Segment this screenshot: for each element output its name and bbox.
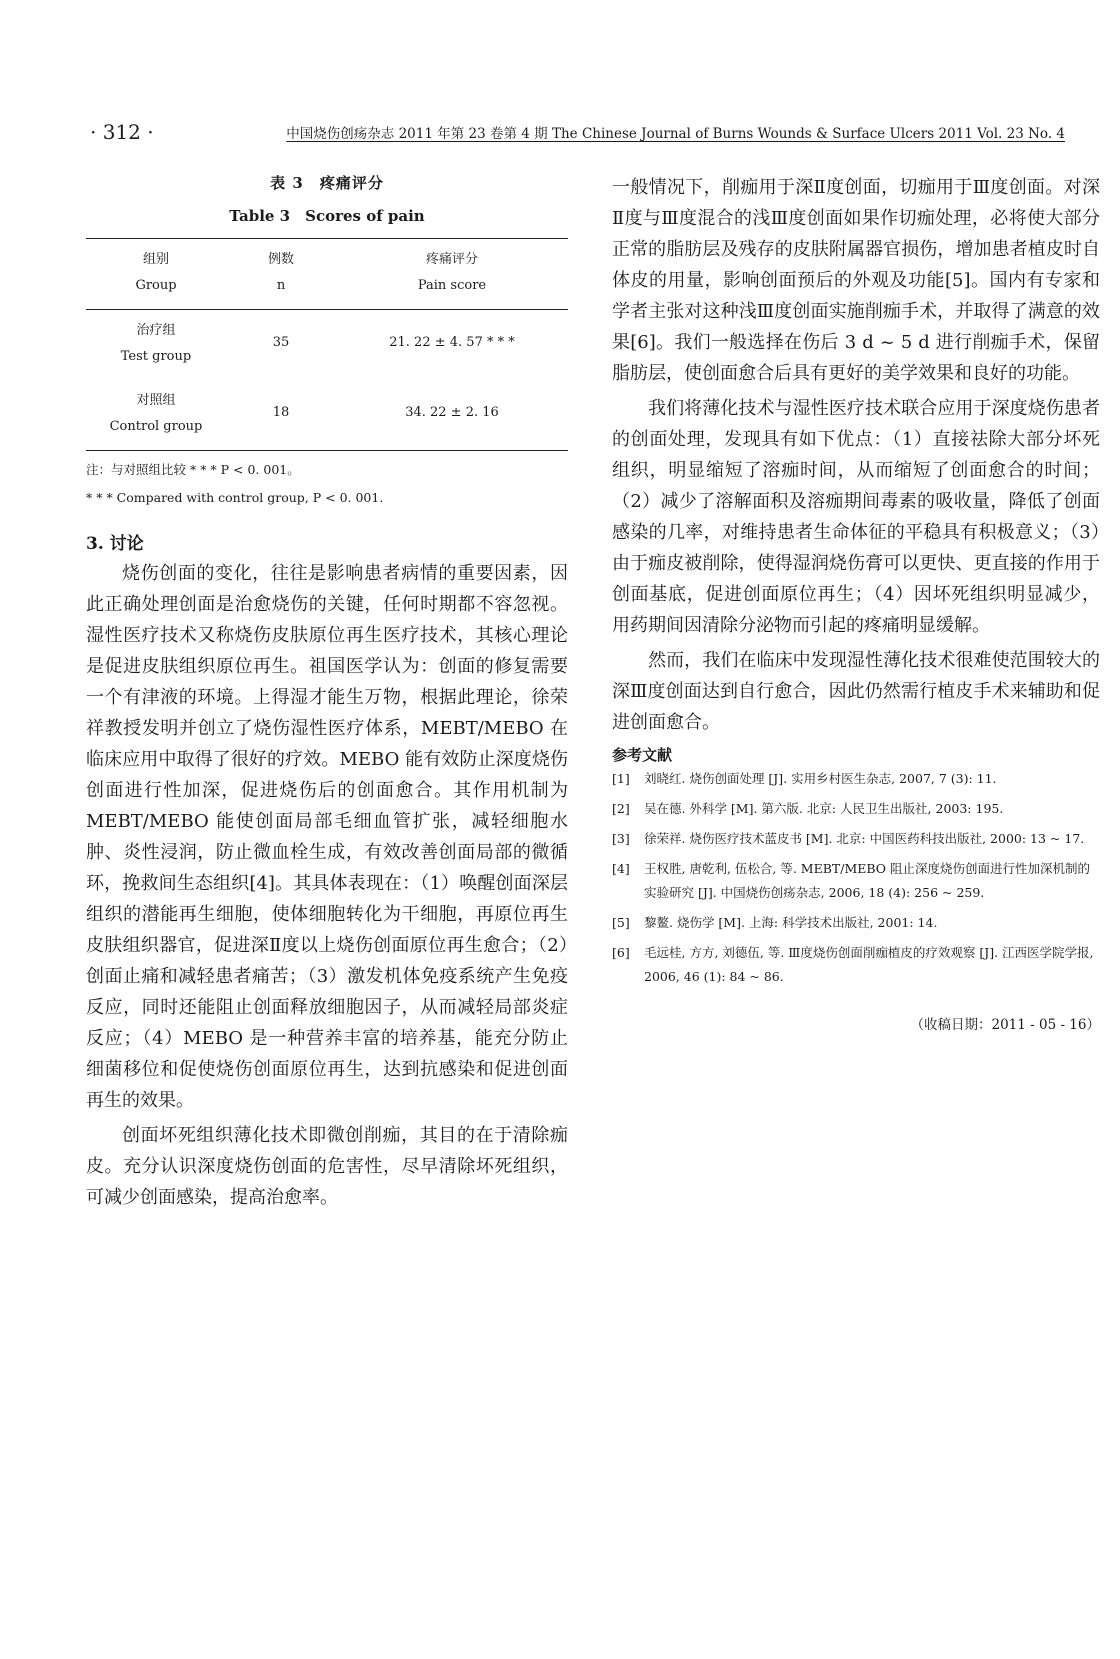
row-n: 35 [272,335,290,350]
reference-item [612,797,1100,821]
table-caption-cn: 表 3 疼痛评分 [270,174,384,192]
row-group-cn: 治疗组 [136,323,176,338]
reference-number: [3] [612,831,630,846]
references-title: 参考文献 [612,746,673,764]
reference-text: 王权胜, 唐乾利, 伍松合, 等. MEBT/MEBO 阻止深度烧伤创面进行性加深机制的实验研究 [J]. 中国烧伤创疡杂志, 2006, 18 (4): 256 ~ 259. [644,861,1091,900]
reference-text: 刘晓红. 烧伤创面处理 [J]. 实用乡村医生杂志, 2007, 7 (3): 11. [644,771,997,786]
header-score-en: Pain score [417,278,487,293]
pain-score-table [86,238,568,451]
reference-item [612,857,1100,905]
table-row [86,380,568,450]
header-group-en: Group [135,278,177,293]
reference-number: [4] [612,861,630,876]
row-n: 18 [272,405,290,420]
reference-number: [1] [612,771,630,786]
reference-text: 吴在德. 外科学 [M]. 第六版. 北京: 人民卫生出版社, 2003: 195. [644,801,1004,816]
row-group-cn: 对照组 [136,393,176,408]
body-paragraph: 然而，我们在临床中发现湿性薄化技术很难使范围较大的深Ⅲ度创面达到自行愈合，因此仍然需行植皮手术来辅助和促进创面愈合。 [612,650,1100,733]
body-paragraph: 我们将薄化技术与湿性医疗技术联合应用于深度烧伤患者的创面处理，发现具有如下优点：（1）直接祛除大部分坏死组织，明显缩短了溶痂时间，从而缩短了创面愈合的时间；（2）减少了溶解面积及溶痂期间毒素的吸收量，降低了创面感染的几率，对维持患者生命体征的平稳具有积极意义；（3）由于痂皮被削除，使得湿润烧伤膏可以更快、更直接的作用于创面基底，促进创面原位再生；（4）因坏死组织明显减少，用药期间因清除分泌物而引起的疼痛明显缓解。 [612,398,1100,636]
reference-number: [2] [612,801,630,816]
page-number: · 312 · [90,120,154,144]
header-n-cn: 例数 [267,252,294,267]
reference-item [612,911,1100,935]
received-date: （收稿日期：2011 - 05 - 16） [910,1017,1100,1033]
row-group-en: Test group [120,349,192,364]
body-paragraph: 创面坏死组织薄化技术即微创削痂，其目的在于清除痂皮。充分认识深度烧伤创面的危害性，尽早清除坏死组织，可减少创面感染，提高治愈率。 [86,1125,568,1208]
table-note-en: * * * Compared with control group, P < 0. 001. [86,490,384,505]
header-group-cn: 组别 [142,252,169,267]
reference-text: 毛远桂, 方方, 刘德伍, 等. Ⅲ度烧伤创面削痂植皮的疗效观察 [J]. 江西医学院学报, 2006, 46 (1): 84 ~ 86. [644,945,1094,984]
right-column [612,172,1100,1033]
section-title: 3. 讨论 [86,534,144,554]
table-caption-en: Table 3 Scores of pain [229,207,425,225]
reference-text: 黎鳌. 烧伤学 [M]. 上海: 科学技术出版社, 2001: 14. [644,915,938,930]
header-n-en: n [276,278,286,293]
running-header [70,120,1065,150]
table-note-cn: 注：与对照组比较 * * * P < 0. 001。 [86,462,300,477]
table-header-row [86,239,568,310]
table-row [86,310,568,380]
row-group [86,388,226,440]
body-paragraph: 烧伤创面的变化，往往是影响患者病情的重要因素，因此正确处理创面是治愈烧伤的关键，任何时期都不容忽视。湿性医疗技术又称烧伤皮肤原位再生医疗技术，其核心理论是促进皮肤组织原位再生。祖国医学认为：创面的修复需要一个有津液的环境。上得湿才能生万物，根据此理论，徐荣祥教授发明并创立了烧伤湿性医疗体系，MEBT/MEBO 在临床应用中取得了很好的疗效。MEBO 能有效防止深度烧伤创面进行性加深，促进烧伤后的创面愈合。其作用机制为 MEBT/MEBO 能使创面局部毛细血管扩张，减轻细胞水肿、炎性浸润，防止微血栓生成，有效改善创面局部的微循环，挽救间生态组织[4]。其具体表现在：（1）唤醒创面深层组织的潜能再生细胞，使体细胞转化为干细胞，再原位再生皮肤组织器官，促进深Ⅱ度以上烧伤创面原位再生愈合；（2）创面止痛和减轻患者痛苦；（3）激发机体免疫系统产生免疫反应，同时还能阻止创面释放细胞因子，从而减轻局部炎症反应；（4）MEBO 是一种营养丰富的培养基，能充分防止细菌移位和促使烧伤创面原位再生，达到抗感染和促进创面再生的效果。 [86,563,568,1111]
reference-list [612,767,1100,989]
header-score-cn: 疼痛评分 [425,252,478,267]
header-n [226,247,336,299]
header-group [86,247,226,299]
reference-number: [5] [612,915,630,930]
reference-number: [6] [612,945,630,960]
reference-item [612,827,1100,851]
row-group [86,318,226,370]
row-group-en: Control group [109,419,203,434]
reference-text: 徐荣祥. 烧伤医疗技术蓝皮书 [M]. 北京: 中国医药科技出版社, 2000: 13 ~ 17. [644,831,1085,846]
journal-citation: 中国烧伤创疡杂志 2011 年第 23 卷第 4 期 The Chinese Journal of Burns Wounds & Surface Ulcers 2011 Vol. 23 No. 4 [286,126,1065,142]
table-note [86,459,568,509]
left-column [86,172,568,1213]
row-score: 34. 22 ± 2. 16 [405,405,499,420]
row-score: 21. 22 ± 4. 57 * * * [389,335,515,350]
reference-item [612,767,1100,791]
reference-item [612,941,1100,989]
header-score [336,247,568,299]
body-paragraph: 一般情况下，削痂用于深Ⅱ度创面，切痂用于Ⅲ度创面。对深Ⅱ度与Ⅲ度混合的浅Ⅲ度创面如果作切痂处理，必将使大部分正常的脂肪层及残存的皮肤附属器官损伤，增加患者植皮时自体皮的用量，影响创面预后的外观及功能[5]。国内有专家和学者主张对这种浅Ⅲ度创面实施削痂手术，并取得了满意的效果[6]。我们一般选择在伤后 3 d ~ 5 d 进行削痂手术，保留脂肪层，使创面愈合后具有更好的美学效果和良好的功能。 [612,177,1100,384]
